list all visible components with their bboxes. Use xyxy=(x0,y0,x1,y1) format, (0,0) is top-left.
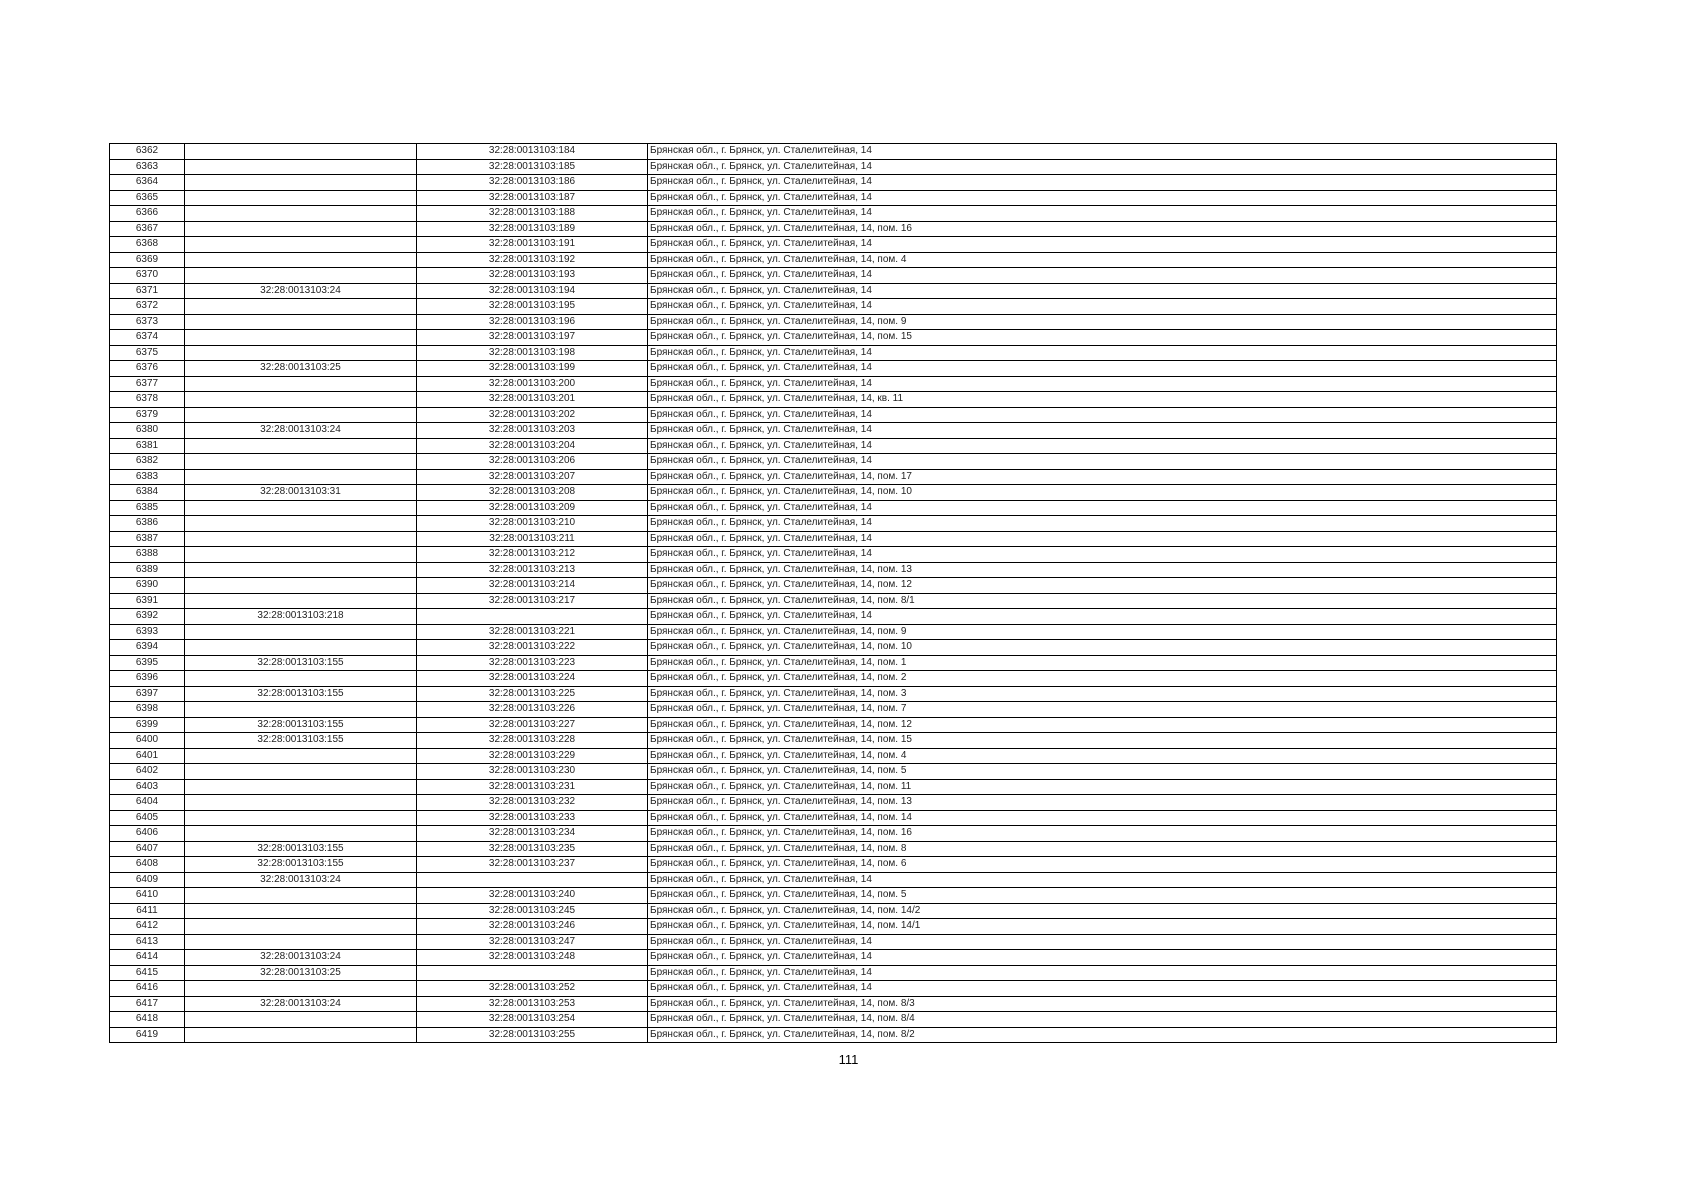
parent-cadastral-number-cell xyxy=(185,779,417,795)
cadastral-number-cell: 32:28:0013103:237 xyxy=(417,857,648,873)
parent-cadastral-number-cell xyxy=(185,624,417,640)
cadastral-number-cell: 32:28:0013103:202 xyxy=(417,407,648,423)
address-cell: Брянская обл., г. Брянск, ул. Сталелитейная, 14, пом. 6 xyxy=(648,857,1557,873)
address-cell: Брянская обл., г. Брянск, ул. Сталелитейная, 14 xyxy=(648,407,1557,423)
cadastral-number-cell: 32:28:0013103:226 xyxy=(417,702,648,718)
cadastral-number-cell: 32:28:0013103:240 xyxy=(417,888,648,904)
cadastral-number-cell: 32:28:0013103:245 xyxy=(417,903,648,919)
table-row xyxy=(110,299,1557,315)
cadastral-number-cell: 32:28:0013103:248 xyxy=(417,950,648,966)
address-cell: Брянская обл., г. Брянск, ул. Сталелитейная, 14, пом. 5 xyxy=(648,888,1557,904)
table-row xyxy=(110,671,1557,687)
table-row xyxy=(110,1027,1557,1043)
table-row xyxy=(110,826,1557,842)
row-number-cell: 6364 xyxy=(110,175,185,191)
row-number-cell: 6406 xyxy=(110,826,185,842)
row-number-cell: 6375 xyxy=(110,345,185,361)
table-row xyxy=(110,407,1557,423)
parent-cadastral-number-cell xyxy=(185,454,417,470)
row-number-cell: 6390 xyxy=(110,578,185,594)
address-cell: Брянская обл., г. Брянск, ул. Сталелитейная, 14 xyxy=(648,965,1557,981)
row-number-cell: 6396 xyxy=(110,671,185,687)
row-number-cell: 6415 xyxy=(110,965,185,981)
table-row xyxy=(110,144,1557,160)
row-number-cell: 6399 xyxy=(110,717,185,733)
address-cell: Брянская обл., г. Брянск, ул. Сталелитейная, 14 xyxy=(648,283,1557,299)
cadastral-number-cell: 32:28:0013103:207 xyxy=(417,469,648,485)
cadastral-number-cell: 32:28:0013103:212 xyxy=(417,547,648,563)
parent-cadastral-number-cell xyxy=(185,314,417,330)
table-row xyxy=(110,252,1557,268)
row-number-cell: 6389 xyxy=(110,562,185,578)
address-cell: Брянская обл., г. Брянск, ул. Сталелитейная, 14 xyxy=(648,454,1557,470)
parent-cadastral-number-cell xyxy=(185,702,417,718)
address-cell: Брянская обл., г. Брянск, ул. Сталелитейная, 14, пом. 15 xyxy=(648,330,1557,346)
row-number-cell: 6401 xyxy=(110,748,185,764)
cadastral-number-cell: 32:28:0013103:208 xyxy=(417,485,648,501)
address-cell: Брянская обл., г. Брянск, ул. Сталелитейная, 14, пом. 12 xyxy=(648,578,1557,594)
row-number-cell: 6388 xyxy=(110,547,185,563)
parent-cadastral-number-cell: 32:28:0013103:24 xyxy=(185,872,417,888)
row-number-cell: 6409 xyxy=(110,872,185,888)
row-number-cell: 6392 xyxy=(110,609,185,625)
row-number-cell: 6398 xyxy=(110,702,185,718)
cadastral-number-cell: 32:28:0013103:209 xyxy=(417,500,648,516)
row-number-cell: 6410 xyxy=(110,888,185,904)
table-row xyxy=(110,469,1557,485)
address-cell: Брянская обл., г. Брянск, ул. Сталелитейная, 14, пом. 9 xyxy=(648,314,1557,330)
parent-cadastral-number-cell xyxy=(185,593,417,609)
parent-cadastral-number-cell xyxy=(185,159,417,175)
row-number-cell: 6405 xyxy=(110,810,185,826)
address-cell: Брянская обл., г. Брянск, ул. Сталелитейная, 14, пом. 14 xyxy=(648,810,1557,826)
parent-cadastral-number-cell xyxy=(185,376,417,392)
row-number-cell: 6403 xyxy=(110,779,185,795)
table-row xyxy=(110,485,1557,501)
address-cell: Брянская обл., г. Брянск, ул. Сталелитейная, 14, пом. 4 xyxy=(648,252,1557,268)
address-cell: Брянская обл., г. Брянск, ул. Сталелитейная, 14 xyxy=(648,934,1557,950)
row-number-cell: 6379 xyxy=(110,407,185,423)
table-row xyxy=(110,624,1557,640)
parent-cadastral-number-cell xyxy=(185,640,417,656)
address-cell: Брянская обл., г. Брянск, ул. Сталелитейная, 14 xyxy=(648,190,1557,206)
address-cell: Брянская обл., г. Брянск, ул. Сталелитейная, 14 xyxy=(648,175,1557,191)
table-row xyxy=(110,733,1557,749)
cadastral-number-cell: 32:28:0013103:246 xyxy=(417,919,648,935)
table-row xyxy=(110,717,1557,733)
row-number-cell: 6416 xyxy=(110,981,185,997)
table-row xyxy=(110,655,1557,671)
address-cell: Брянская обл., г. Брянск, ул. Сталелитейная, 14, пом. 10 xyxy=(648,485,1557,501)
table-row xyxy=(110,423,1557,439)
parent-cadastral-number-cell: 32:28:0013103:155 xyxy=(185,857,417,873)
cadastral-number-cell: 32:28:0013103:222 xyxy=(417,640,648,656)
table-row xyxy=(110,996,1557,1012)
row-number-cell: 6378 xyxy=(110,392,185,408)
address-cell: Брянская обл., г. Брянск, ул. Сталелитейная, 14, пом. 7 xyxy=(648,702,1557,718)
cadastral-number-cell: 32:28:0013103:197 xyxy=(417,330,648,346)
table-row xyxy=(110,562,1557,578)
parent-cadastral-number-cell xyxy=(185,671,417,687)
parent-cadastral-number-cell xyxy=(185,516,417,532)
parent-cadastral-number-cell: 32:28:0013103:25 xyxy=(185,361,417,377)
address-cell: Брянская обл., г. Брянск, ул. Сталелитейная, 14, пом. 11 xyxy=(648,779,1557,795)
parent-cadastral-number-cell xyxy=(185,826,417,842)
parent-cadastral-number-cell xyxy=(185,438,417,454)
table-row xyxy=(110,841,1557,857)
row-number-cell: 6387 xyxy=(110,531,185,547)
address-cell: Брянская обл., г. Брянск, ул. Сталелитейная, 14 xyxy=(648,237,1557,253)
address-cell: Брянская обл., г. Брянск, ул. Сталелитейная, 14, пом. 8 xyxy=(648,841,1557,857)
table-row xyxy=(110,764,1557,780)
table-row xyxy=(110,919,1557,935)
address-cell: Брянская обл., г. Брянск, ул. Сталелитейная, 14, кв. 11 xyxy=(648,392,1557,408)
cadastral-number-cell: 32:28:0013103:234 xyxy=(417,826,648,842)
parent-cadastral-number-cell: 32:28:0013103:25 xyxy=(185,965,417,981)
cadastral-number-cell: 32:28:0013103:191 xyxy=(417,237,648,253)
table-row xyxy=(110,934,1557,950)
address-cell: Брянская обл., г. Брянск, ул. Сталелитейная, 14 xyxy=(648,500,1557,516)
address-cell: Брянская обл., г. Брянск, ул. Сталелитейная, 14, пом. 8/3 xyxy=(648,996,1557,1012)
table-row xyxy=(110,872,1557,888)
table-row xyxy=(110,702,1557,718)
address-cell: Брянская обл., г. Брянск, ул. Сталелитейная, 14 xyxy=(648,423,1557,439)
row-number-cell: 6367 xyxy=(110,221,185,237)
parent-cadastral-number-cell xyxy=(185,252,417,268)
address-cell: Брянская обл., г. Брянск, ул. Сталелитейная, 14, пом. 12 xyxy=(648,717,1557,733)
address-cell: Брянская обл., г. Брянск, ул. Сталелитейная, 14 xyxy=(648,872,1557,888)
cadastral-number-cell: 32:28:0013103:255 xyxy=(417,1027,648,1043)
table-row xyxy=(110,609,1557,625)
property-table-body xyxy=(110,144,1557,1043)
address-cell: Брянская обл., г. Брянск, ул. Сталелитейная, 14, пом. 9 xyxy=(648,624,1557,640)
address-cell: Брянская обл., г. Брянск, ул. Сталелитейная, 14, пом. 8/4 xyxy=(648,1012,1557,1028)
parent-cadastral-number-cell xyxy=(185,981,417,997)
cadastral-number-cell: 32:28:0013103:229 xyxy=(417,748,648,764)
address-cell: Брянская обл., г. Брянск, ул. Сталелитейная, 14, пом. 5 xyxy=(648,764,1557,780)
table-row xyxy=(110,578,1557,594)
table-row xyxy=(110,857,1557,873)
cadastral-number-cell: 32:28:0013103:213 xyxy=(417,562,648,578)
row-number-cell: 6377 xyxy=(110,376,185,392)
table-row xyxy=(110,903,1557,919)
table-row xyxy=(110,237,1557,253)
parent-cadastral-number-cell xyxy=(185,531,417,547)
row-number-cell: 6419 xyxy=(110,1027,185,1043)
parent-cadastral-number-cell xyxy=(185,345,417,361)
cadastral-number-cell xyxy=(417,965,648,981)
address-cell: Брянская обл., г. Брянск, ул. Сталелитейная, 14, пом. 4 xyxy=(648,748,1557,764)
cadastral-number-cell: 32:28:0013103:186 xyxy=(417,175,648,191)
address-cell: Брянская обл., г. Брянск, ул. Сталелитейная, 14 xyxy=(648,516,1557,532)
row-number-cell: 6381 xyxy=(110,438,185,454)
table-row xyxy=(110,221,1557,237)
row-number-cell: 6369 xyxy=(110,252,185,268)
parent-cadastral-number-cell: 32:28:0013103:155 xyxy=(185,717,417,733)
cadastral-number-cell: 32:28:0013103:230 xyxy=(417,764,648,780)
cadastral-number-cell: 32:28:0013103:189 xyxy=(417,221,648,237)
row-number-cell: 6372 xyxy=(110,299,185,315)
table-row xyxy=(110,345,1557,361)
address-cell: Брянская обл., г. Брянск, ул. Сталелитейная, 14 xyxy=(648,531,1557,547)
cadastral-number-cell xyxy=(417,872,648,888)
row-number-cell: 6370 xyxy=(110,268,185,284)
address-cell: Брянская обл., г. Брянск, ул. Сталелитейная, 14, пом. 16 xyxy=(648,826,1557,842)
row-number-cell: 6380 xyxy=(110,423,185,439)
cadastral-number-cell: 32:28:0013103:231 xyxy=(417,779,648,795)
address-cell: Брянская обл., г. Брянск, ул. Сталелитейная, 14 xyxy=(648,361,1557,377)
parent-cadastral-number-cell xyxy=(185,748,417,764)
row-number-cell: 6393 xyxy=(110,624,185,640)
cadastral-number-cell: 32:28:0013103:233 xyxy=(417,810,648,826)
parent-cadastral-number-cell xyxy=(185,578,417,594)
row-number-cell: 6407 xyxy=(110,841,185,857)
cadastral-number-cell: 32:28:0013103:196 xyxy=(417,314,648,330)
address-cell: Брянская обл., г. Брянск, ул. Сталелитейная, 14 xyxy=(648,345,1557,361)
cadastral-number-cell: 32:28:0013103:252 xyxy=(417,981,648,997)
parent-cadastral-number-cell xyxy=(185,221,417,237)
parent-cadastral-number-cell xyxy=(185,299,417,315)
row-number-cell: 6382 xyxy=(110,454,185,470)
address-cell: Брянская обл., г. Брянск, ул. Сталелитейная, 14, пом. 13 xyxy=(648,795,1557,811)
address-cell: Брянская обл., г. Брянск, ул. Сталелитейная, 14 xyxy=(648,547,1557,563)
cadastral-number-cell: 32:28:0013103:185 xyxy=(417,159,648,175)
parent-cadastral-number-cell: 32:28:0013103:155 xyxy=(185,733,417,749)
address-cell: Брянская обл., г. Брянск, ул. Сталелитейная, 14, пом. 3 xyxy=(648,686,1557,702)
row-number-cell: 6385 xyxy=(110,500,185,516)
address-cell: Брянская обл., г. Брянск, ул. Сталелитейная, 14, пом. 14/1 xyxy=(648,919,1557,935)
address-cell: Брянская обл., г. Брянск, ул. Сталелитейная, 14, пом. 17 xyxy=(648,469,1557,485)
row-number-cell: 6412 xyxy=(110,919,185,935)
cadastral-number-cell: 32:28:0013103:228 xyxy=(417,733,648,749)
table-row xyxy=(110,795,1557,811)
address-cell: Брянская обл., г. Брянск, ул. Сталелитейная, 14 xyxy=(648,144,1557,160)
parent-cadastral-number-cell xyxy=(185,934,417,950)
row-number-cell: 6383 xyxy=(110,469,185,485)
parent-cadastral-number-cell xyxy=(185,469,417,485)
parent-cadastral-number-cell xyxy=(185,206,417,222)
table-row xyxy=(110,686,1557,702)
cadastral-number-cell: 32:28:0013103:200 xyxy=(417,376,648,392)
table-row xyxy=(110,314,1557,330)
address-cell: Брянская обл., г. Брянск, ул. Сталелитейная, 14, пом. 1 xyxy=(648,655,1557,671)
row-number-cell: 6417 xyxy=(110,996,185,1012)
parent-cadastral-number-cell xyxy=(185,407,417,423)
parent-cadastral-number-cell xyxy=(185,392,417,408)
cadastral-number-cell: 32:28:0013103:187 xyxy=(417,190,648,206)
row-number-cell: 6394 xyxy=(110,640,185,656)
parent-cadastral-number-cell xyxy=(185,888,417,904)
table-row xyxy=(110,392,1557,408)
table-row xyxy=(110,888,1557,904)
cadastral-number-cell: 32:28:0013103:184 xyxy=(417,144,648,160)
parent-cadastral-number-cell xyxy=(185,330,417,346)
address-cell: Брянская обл., г. Брянск, ул. Сталелитейная, 14, пом. 2 xyxy=(648,671,1557,687)
parent-cadastral-number-cell: 32:28:0013103:155 xyxy=(185,841,417,857)
cadastral-number-cell: 32:28:0013103:198 xyxy=(417,345,648,361)
cadastral-number-cell: 32:28:0013103:253 xyxy=(417,996,648,1012)
table-row xyxy=(110,965,1557,981)
parent-cadastral-number-cell xyxy=(185,562,417,578)
cadastral-number-cell: 32:28:0013103:194 xyxy=(417,283,648,299)
table-row xyxy=(110,640,1557,656)
cadastral-number-cell: 32:28:0013103:254 xyxy=(417,1012,648,1028)
row-number-cell: 6368 xyxy=(110,237,185,253)
address-cell: Брянская обл., г. Брянск, ул. Сталелитейная, 14, пом. 13 xyxy=(648,562,1557,578)
row-number-cell: 6362 xyxy=(110,144,185,160)
row-number-cell: 6400 xyxy=(110,733,185,749)
cadastral-number-cell: 32:28:0013103:225 xyxy=(417,686,648,702)
row-number-cell: 6414 xyxy=(110,950,185,966)
row-number-cell: 6397 xyxy=(110,686,185,702)
parent-cadastral-number-cell xyxy=(185,268,417,284)
cadastral-number-cell: 32:28:0013103:201 xyxy=(417,392,648,408)
parent-cadastral-number-cell xyxy=(185,144,417,160)
row-number-cell: 6402 xyxy=(110,764,185,780)
cadastral-number-cell: 32:28:0013103:193 xyxy=(417,268,648,284)
cadastral-number-cell: 32:28:0013103:235 xyxy=(417,841,648,857)
row-number-cell: 6373 xyxy=(110,314,185,330)
address-cell: Брянская обл., г. Брянск, ул. Сталелитейная, 14, пом. 8/1 xyxy=(648,593,1557,609)
address-cell: Брянская обл., г. Брянск, ул. Сталелитейная, 14 xyxy=(648,206,1557,222)
row-number-cell: 6363 xyxy=(110,159,185,175)
address-cell: Брянская обл., г. Брянск, ул. Сталелитейная, 14 xyxy=(648,950,1557,966)
parent-cadastral-number-cell: 32:28:0013103:24 xyxy=(185,996,417,1012)
address-cell: Брянская обл., г. Брянск, ул. Сталелитейная, 14, пом. 16 xyxy=(648,221,1557,237)
parent-cadastral-number-cell xyxy=(185,547,417,563)
address-cell: Брянская обл., г. Брянск, ул. Сталелитейная, 14 xyxy=(648,609,1557,625)
cadastral-number-cell: 32:28:0013103:224 xyxy=(417,671,648,687)
address-cell: Брянская обл., г. Брянск, ул. Сталелитейная, 14, пом. 15 xyxy=(648,733,1557,749)
parent-cadastral-number-cell xyxy=(185,810,417,826)
address-cell: Брянская обл., г. Брянск, ул. Сталелитейная, 14 xyxy=(648,268,1557,284)
parent-cadastral-number-cell xyxy=(185,1012,417,1028)
table-row xyxy=(110,268,1557,284)
table-row xyxy=(110,454,1557,470)
parent-cadastral-number-cell: 32:28:0013103:24 xyxy=(185,950,417,966)
table-row xyxy=(110,361,1557,377)
table-row xyxy=(110,500,1557,516)
table-row xyxy=(110,330,1557,346)
cadastral-number-cell: 32:28:0013103:203 xyxy=(417,423,648,439)
cadastral-number-cell: 32:28:0013103:206 xyxy=(417,454,648,470)
parent-cadastral-number-cell xyxy=(185,919,417,935)
row-number-cell: 6365 xyxy=(110,190,185,206)
cadastral-number-cell: 32:28:0013103:188 xyxy=(417,206,648,222)
row-number-cell: 6404 xyxy=(110,795,185,811)
address-cell: Брянская обл., г. Брянск, ул. Сталелитейная, 14 xyxy=(648,376,1557,392)
table-row xyxy=(110,779,1557,795)
page-number: 111 xyxy=(838,1052,859,1067)
parent-cadastral-number-cell: 32:28:0013103:155 xyxy=(185,686,417,702)
cadastral-number-cell: 32:28:0013103:214 xyxy=(417,578,648,594)
table-row xyxy=(110,206,1557,222)
row-number-cell: 6384 xyxy=(110,485,185,501)
table-row xyxy=(110,159,1557,175)
table-row xyxy=(110,516,1557,532)
row-number-cell: 6371 xyxy=(110,283,185,299)
cadastral-number-cell: 32:28:0013103:221 xyxy=(417,624,648,640)
parent-cadastral-number-cell: 32:28:0013103:24 xyxy=(185,283,417,299)
address-cell: Брянская обл., г. Брянск, ул. Сталелитейная, 14 xyxy=(648,981,1557,997)
table-row xyxy=(110,190,1557,206)
parent-cadastral-number-cell xyxy=(185,1027,417,1043)
table-row xyxy=(110,283,1557,299)
row-number-cell: 6366 xyxy=(110,206,185,222)
parent-cadastral-number-cell xyxy=(185,190,417,206)
table-row xyxy=(110,175,1557,191)
row-number-cell: 6386 xyxy=(110,516,185,532)
address-cell: Брянская обл., г. Брянск, ул. Сталелитейная, 14, пом. 10 xyxy=(648,640,1557,656)
parent-cadastral-number-cell xyxy=(185,795,417,811)
address-cell: Брянская обл., г. Брянск, ул. Сталелитейная, 14, пом. 8/2 xyxy=(648,1027,1557,1043)
cadastral-number-cell: 32:28:0013103:227 xyxy=(417,717,648,733)
parent-cadastral-number-cell xyxy=(185,175,417,191)
property-table xyxy=(109,143,1557,1043)
cadastral-number-cell: 32:28:0013103:211 xyxy=(417,531,648,547)
row-number-cell: 6411 xyxy=(110,903,185,919)
cadastral-number-cell xyxy=(417,609,648,625)
table-row xyxy=(110,531,1557,547)
table-row xyxy=(110,376,1557,392)
row-number-cell: 6395 xyxy=(110,655,185,671)
table-row xyxy=(110,547,1557,563)
address-cell: Брянская обл., г. Брянск, ул. Сталелитейная, 14 xyxy=(648,159,1557,175)
parent-cadastral-number-cell: 32:28:0013103:31 xyxy=(185,485,417,501)
parent-cadastral-number-cell xyxy=(185,500,417,516)
cadastral-number-cell: 32:28:0013103:223 xyxy=(417,655,648,671)
table-row xyxy=(110,1012,1557,1028)
row-number-cell: 6418 xyxy=(110,1012,185,1028)
parent-cadastral-number-cell xyxy=(185,764,417,780)
row-number-cell: 6374 xyxy=(110,330,185,346)
row-number-cell: 6376 xyxy=(110,361,185,377)
table-row xyxy=(110,950,1557,966)
row-number-cell: 6413 xyxy=(110,934,185,950)
cadastral-number-cell: 32:28:0013103:204 xyxy=(417,438,648,454)
table-row xyxy=(110,748,1557,764)
cadastral-number-cell: 32:28:0013103:199 xyxy=(417,361,648,377)
cadastral-number-cell: 32:28:0013103:210 xyxy=(417,516,648,532)
row-number-cell: 6391 xyxy=(110,593,185,609)
table-row xyxy=(110,438,1557,454)
parent-cadastral-number-cell: 32:28:0013103:155 xyxy=(185,655,417,671)
address-cell: Брянская обл., г. Брянск, ул. Сталелитейная, 14, пом. 14/2 xyxy=(648,903,1557,919)
cadastral-number-cell: 32:28:0013103:217 xyxy=(417,593,648,609)
address-cell: Брянская обл., г. Брянск, ул. Сталелитейная, 14 xyxy=(648,299,1557,315)
cadastral-number-cell: 32:28:0013103:192 xyxy=(417,252,648,268)
row-number-cell: 6408 xyxy=(110,857,185,873)
table-row xyxy=(110,810,1557,826)
parent-cadastral-number-cell xyxy=(185,903,417,919)
parent-cadastral-number-cell: 32:28:0013103:24 xyxy=(185,423,417,439)
cadastral-number-cell: 32:28:0013103:195 xyxy=(417,299,648,315)
cadastral-number-cell: 32:28:0013103:247 xyxy=(417,934,648,950)
table-row xyxy=(110,593,1557,609)
parent-cadastral-number-cell: 32:28:0013103:218 xyxy=(185,609,417,625)
address-cell: Брянская обл., г. Брянск, ул. Сталелитейная, 14 xyxy=(648,438,1557,454)
cadastral-number-cell: 32:28:0013103:232 xyxy=(417,795,648,811)
parent-cadastral-number-cell xyxy=(185,237,417,253)
table-row xyxy=(110,981,1557,997)
